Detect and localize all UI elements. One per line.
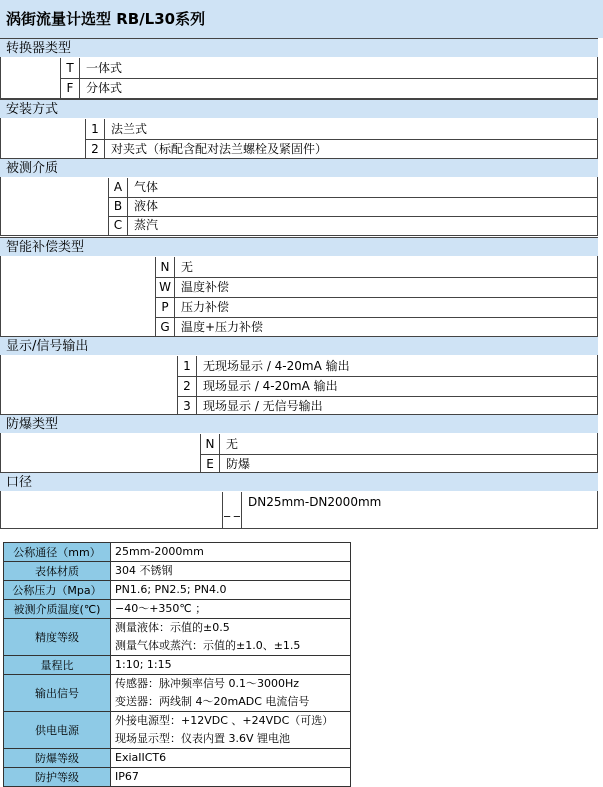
option-desc: 液体 — [134, 199, 159, 213]
spec-key: 被测介质温度(℃) — [4, 600, 111, 619]
option-desc: 压力补偿 — [181, 300, 230, 314]
option-desc: 温度补偿 — [181, 280, 230, 294]
option-desc: 无 — [181, 260, 194, 274]
spec-key: 精度等级 — [4, 619, 111, 656]
section-header: 防爆类型 — [0, 414, 598, 433]
option-code: 1 — [177, 356, 197, 376]
spec-row — [4, 675, 351, 712]
option-code: 1 — [85, 119, 105, 139]
spec-row — [4, 768, 351, 787]
row-divider — [177, 396, 598, 397]
spec-key: 公称通径（mm） — [4, 543, 111, 562]
spec-value-line: ExiaIICT6 — [115, 751, 167, 764]
spec-value-line: 测量液体：示值的±0.5 — [115, 621, 230, 634]
spec-value — [111, 619, 351, 656]
spec-row — [4, 600, 351, 619]
option-desc: 防爆 — [226, 457, 251, 471]
spec-table — [3, 542, 351, 787]
spec-value — [111, 768, 351, 787]
spec-value-line: 测量气体或蒸汽：示值的±1.0、±1.5 — [115, 639, 301, 652]
section-body — [0, 177, 598, 236]
section-header: 口径 — [0, 472, 598, 491]
spec-key: 输出信号 — [4, 675, 111, 712]
row-divider — [155, 317, 598, 318]
row-divider — [155, 297, 598, 298]
option-code: 3 — [177, 396, 197, 416]
spec-value-line: 25mm-2000mm — [115, 545, 204, 558]
option-code: _ _ — [222, 492, 242, 528]
option-desc: 法兰式 — [111, 122, 148, 136]
option-code: C — [108, 216, 128, 235]
option-desc: 一体式 — [86, 61, 123, 75]
spec-value-line: 304 不锈钢 — [115, 564, 173, 577]
spec-key: 公称压力（Mpa） — [4, 581, 111, 600]
spec-row — [4, 562, 351, 581]
option-code: G — [155, 317, 175, 337]
spec-key: 防爆等级 — [4, 749, 111, 768]
option-code: B — [108, 197, 128, 216]
section-header: 智能补偿类型 — [0, 237, 598, 256]
option-desc: 蒸汽 — [134, 218, 159, 232]
page-title: 涡街流量计选型 RB/L30系列 — [0, 0, 603, 38]
option-code: E — [200, 454, 220, 474]
spec-row — [4, 749, 351, 768]
option-desc: 气体 — [134, 180, 159, 194]
spec-value — [111, 581, 351, 600]
option-code: T — [60, 58, 80, 78]
spec-key: 供电电源 — [4, 712, 111, 749]
spec-row — [4, 656, 351, 675]
option-code: 2 — [85, 139, 105, 159]
option-code: N — [200, 434, 220, 454]
row-divider — [108, 216, 598, 217]
option-code: N — [155, 257, 175, 277]
option-code: P — [155, 297, 175, 317]
spec-value-line: −40～+350℃ ； — [115, 602, 207, 615]
option-code: W — [155, 277, 175, 297]
spec-value — [111, 656, 351, 675]
spec-value-line: 外接电源型：+12VDC 、+24VDC（可选） — [115, 714, 334, 727]
spec-value — [111, 749, 351, 768]
option-code: F — [60, 78, 80, 98]
spec-row — [4, 712, 351, 749]
spec-value — [111, 712, 351, 749]
option-desc: 现场显示 / 无信号输出 — [203, 399, 323, 413]
section-header: 转换器类型 — [0, 38, 598, 57]
spec-value-line: 传感器：脉冲频率信号 0.1～3000Hz — [115, 677, 300, 690]
option-desc: 无现场显示 / 4-20mA 输出 — [203, 359, 350, 373]
option-desc: DN25mm-DN2000mm — [248, 495, 382, 509]
spec-row — [4, 543, 351, 562]
row-divider — [108, 197, 598, 198]
spec-row — [4, 619, 351, 656]
option-desc: 温度+压力补偿 — [181, 320, 264, 334]
spec-value-line: PN1.6; PN2.5; PN4.0 — [115, 583, 227, 596]
spec-key: 表体材质 — [4, 562, 111, 581]
option-desc: 分体式 — [86, 81, 123, 95]
row-divider — [60, 78, 598, 79]
spec-value-line: 变送器：两线制 4～20mADC 电流信号 — [115, 695, 310, 708]
spec-value-line: 1:10; 1:15 — [115, 658, 172, 671]
spec-key: 防护等级 — [4, 768, 111, 787]
spec-value-line: IP67 — [115, 770, 139, 783]
option-desc: 无 — [226, 437, 239, 451]
row-divider — [200, 454, 598, 455]
spec-key: 量程比 — [4, 656, 111, 675]
option-code: A — [108, 178, 128, 197]
row-divider — [177, 376, 598, 377]
spec-row — [4, 581, 351, 600]
option-desc: 对夹式（标配含配对法兰螺栓及紧固件） — [111, 142, 328, 156]
row-divider — [85, 139, 598, 140]
section-header: 被测介质 — [0, 158, 598, 177]
spec-value — [111, 562, 351, 581]
row-divider — [155, 277, 598, 278]
spec-value-line: 现场显示型：仪表内置 3.6V 锂电池 — [115, 732, 291, 745]
spec-value — [111, 675, 351, 712]
option-code: 2 — [177, 376, 197, 396]
option-desc: 现场显示 / 4-20mA 输出 — [203, 379, 338, 393]
spec-value — [111, 543, 351, 562]
spec-value — [111, 600, 351, 619]
section-header: 安装方式 — [0, 99, 598, 118]
section-header: 显示/信号输出 — [0, 336, 598, 355]
